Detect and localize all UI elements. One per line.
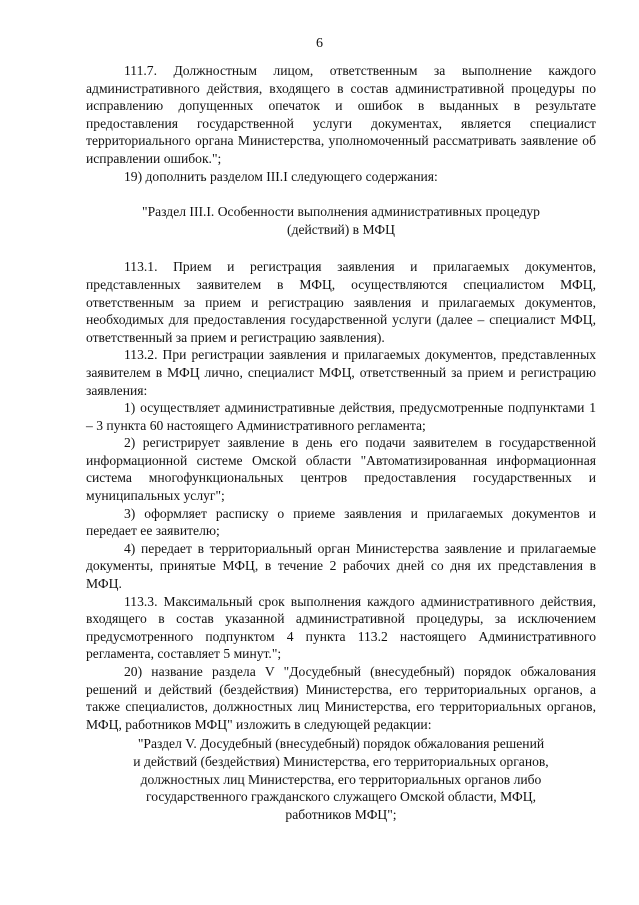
quote-line: должностных лиц Министерства, его территориальных органов либо (140, 771, 542, 787)
paragraph-113-2: 113.2. При регистрации заявления и прилагаемых документов, представленных заявителем в МФЦ лично, специалист МФЦ, ответственный за прием и регистрацию заявления: (86, 347, 596, 398)
page-number: 6 (316, 36, 323, 51)
section-heading (86, 203, 596, 238)
section-v-title-quote (86, 735, 596, 823)
paragraph-item-19: 19) дополнить разделом III.I следующего содержания: (124, 168, 438, 184)
list-item-2: 2) регистрирует заявление в день его подачи заявителем в государственной информационной системе Омской области "Автоматизированная информационная система многофункциональных центров предоставления государственных и муниципальных услуг"; (86, 435, 596, 504)
quote-line: работников МФЦ"; (285, 806, 397, 822)
list-item-3: 3) оформляет расписку о приеме заявления и прилагаемых документов и передает ее заявителю; (86, 505, 596, 539)
list-item-1: 1) осуществляет административные действия, предусмотренные подпунктами 1 – 3 пункта 60 настоящего Административного регламента; (86, 400, 596, 433)
section-heading-line: "Раздел III.I. Особенности выполнения административных процедур (142, 204, 540, 220)
list-item-4: 4) передает в территориальный орган Министерства заявление и прилагаемые документы, принятые МФЦ, в течение 2 рабочих дней со дня их представления в МФЦ. (86, 540, 596, 592)
quote-line: государственного гражданского служащего Омской области, МФЦ, (146, 789, 536, 805)
paragraph-113-1: 113.1. Прием и регистрация заявления и прилагаемых документов, представленных заявителем в МФЦ, осуществляются специалистом МФЦ, ответственным за прием и регистрацию заявления и прилагаемых документов, необходимых для предоставления государственной услуги (далее – специалист МФЦ, ответственный за прием и регистрацию заявления). (86, 259, 596, 345)
section-heading-line: (действий) в МФЦ (287, 221, 395, 237)
paragraph-item-20: 20) название раздела V "Досудебный (внесудебный) порядок обжалования решений и действий (бездействия) Министерства, его территориальных органов, а также специалистов, должностных лиц Министерства, его территориальных органов, МФЦ, работников МФЦ" изложить в следующей редакции: (86, 664, 596, 732)
quote-line: "Раздел V. Досудебный (внесудебный) порядок обжалования решений (137, 736, 545, 752)
paragraph-111-7: 111.7. Должностным лицом, ответственным за выполнение каждого административного действия, входящего в состав административной процедуры по исправлению допущенных опечаток и ошибок в выданных в результате предоставления государственной услуги документах, является специалист территориального органа Министерства, уполномоченный рассматривать заявление об исправлении ошибок."; (86, 63, 596, 166)
paragraph-113-3: 113.3. Максимальный срок выполнения каждого административного действия, входящего в состав указанной административной процедуры, за исключением предусмотренного подпунктом 4 пункта 113.2 настоящего Административного регламента, составляет 5 минут."; (86, 593, 596, 662)
quote-line: и действий (бездействия) Министерства, его территориальных органов, (133, 753, 549, 769)
document-body (86, 62, 596, 823)
